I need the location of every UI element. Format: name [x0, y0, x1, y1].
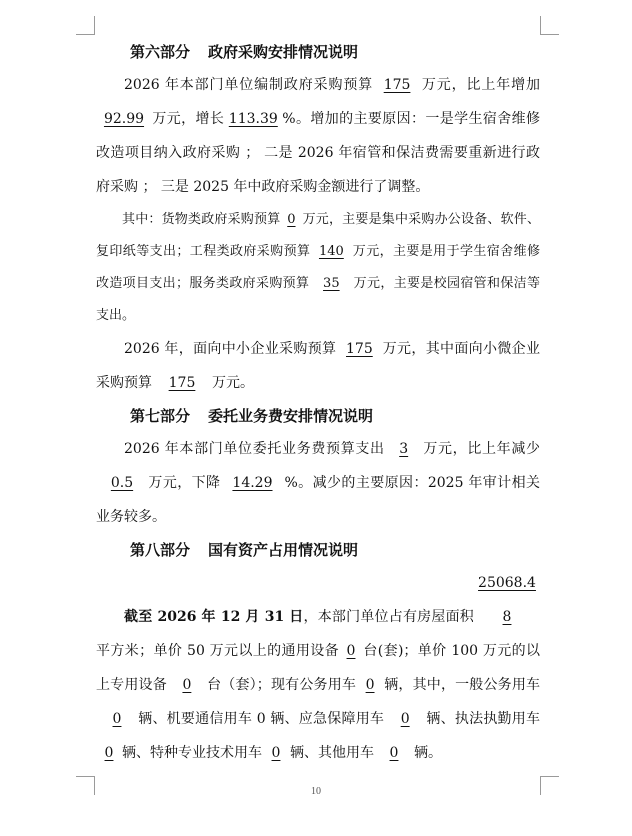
section-7-title: 委托业务费安排情况说明 [208, 407, 374, 425]
text: 台(套)；单价 100 万元的以上专用设备 [96, 643, 541, 693]
entrusted-fee-decrease-value: 0.5 [110, 475, 134, 491]
section-6-paragraph-2 [96, 204, 540, 332]
procurement-growth-percent: 113.39 [228, 111, 278, 127]
text: 2026 年本部门单位编制政府采购预算 [124, 77, 374, 93]
emergency-vehicle-count: 0 [400, 711, 410, 727]
service-procurement-value: 35 [323, 276, 340, 291]
text: 辆、执法执勤用车 [426, 711, 541, 727]
text: 万元，下降 [148, 475, 221, 491]
section-6-number: 第六部分 [130, 43, 191, 61]
official-vehicle-count: 0 [365, 677, 375, 693]
text: %。增加的主要原因：一是学生宿舍维修改造项目纳入政府采购 ； 二是 2026 年宿管和保洁费需要重新进行政府采购 ； 三是 2025 年中政府采购金额进行了调整。 [96, 111, 541, 195]
section-7-number: 第七部分 [130, 407, 191, 425]
text: 万元。 [212, 375, 254, 391]
text: 万元，主要是用于学生宿舍维修改造项目支出；服务类政府采购预算 [96, 244, 540, 291]
crop-mark-top-right [540, 16, 559, 35]
general-equipment-count: 0 [346, 643, 356, 659]
engineering-procurement-value: 140 [318, 244, 344, 259]
section-7-heading [96, 400, 540, 432]
procurement-budget-value: 175 [383, 77, 411, 93]
section-6-heading [96, 36, 540, 68]
as-of-date: 截至 2026 年 12 月 31 日 [124, 609, 304, 625]
micro-enterprise-procurement-value: 175 [168, 375, 196, 391]
goods-procurement-value: 0 [287, 212, 296, 227]
procurement-increase-value: 92.99 [103, 111, 145, 127]
text: 2026 年本部门单位委托业务费预算支出 [124, 441, 385, 457]
text: 万元，其中面向小微企业采购预算 [96, 341, 540, 391]
other-vehicle-count: 0 [389, 745, 399, 761]
text: 平方米；单价 50 万元以上的通用设备 [96, 643, 340, 659]
special-equipment-count: 0 [182, 677, 192, 693]
general-vehicle-count: 0 [112, 711, 122, 727]
text: 辆，其中，一般公务用车 [384, 677, 541, 693]
text: 2026 年，面向中小企业采购预算 [124, 341, 337, 357]
section-8-heading [96, 534, 540, 566]
special-technical-vehicle-count: 0 [271, 745, 281, 761]
text: 万元，比上年增加 [421, 77, 540, 93]
text: 万元，比上年减少 [422, 441, 540, 457]
sme-procurement-value: 175 [346, 341, 373, 357]
section-6-paragraph-3 [96, 332, 540, 400]
text: 万元，主要是集中采购办公设备、软件、复印纸等支出；工程类政府采购预算 [96, 212, 540, 259]
section-7-paragraph-1 [96, 432, 540, 534]
text: 台（套）；现有公务用车 [206, 677, 357, 693]
crop-mark-top-left [76, 16, 95, 35]
text: 辆、特种专业技术用车 [122, 745, 262, 761]
text: 辆。 [414, 745, 442, 761]
section-8-paragraph-1 [96, 566, 540, 770]
section-6-paragraph-1 [96, 68, 540, 204]
section-8-title: 国有资产占用情况说明 [208, 541, 359, 559]
section-6-title: 政府采购安排情况说明 [208, 43, 359, 61]
text: 万元，主要是校园宿管和保洁等支出。 [96, 276, 540, 323]
text: %。减少的主要原因：2025 年审计相关业务较多。 [96, 475, 540, 525]
section-8-number: 第八部分 [130, 541, 191, 559]
page-number: 10 [311, 786, 321, 797]
entrusted-fee-value: 3 [399, 441, 409, 457]
text: 辆、机要通信用车 0 辆、应急保障用车 [138, 711, 385, 727]
text: 万元，增长 [152, 111, 225, 127]
entrusted-fee-decline-percent: 14.29 [232, 475, 273, 491]
text: 其中：货物类政府采购预算 [122, 212, 281, 227]
law-enforcement-vehicle-count: 0 [104, 745, 114, 761]
text: ，本部门单位占有房屋面积 [303, 609, 474, 625]
text: 辆、其他用车 [290, 745, 374, 761]
building-area-value: 25068.48 [478, 575, 536, 625]
document-body [96, 36, 540, 770]
